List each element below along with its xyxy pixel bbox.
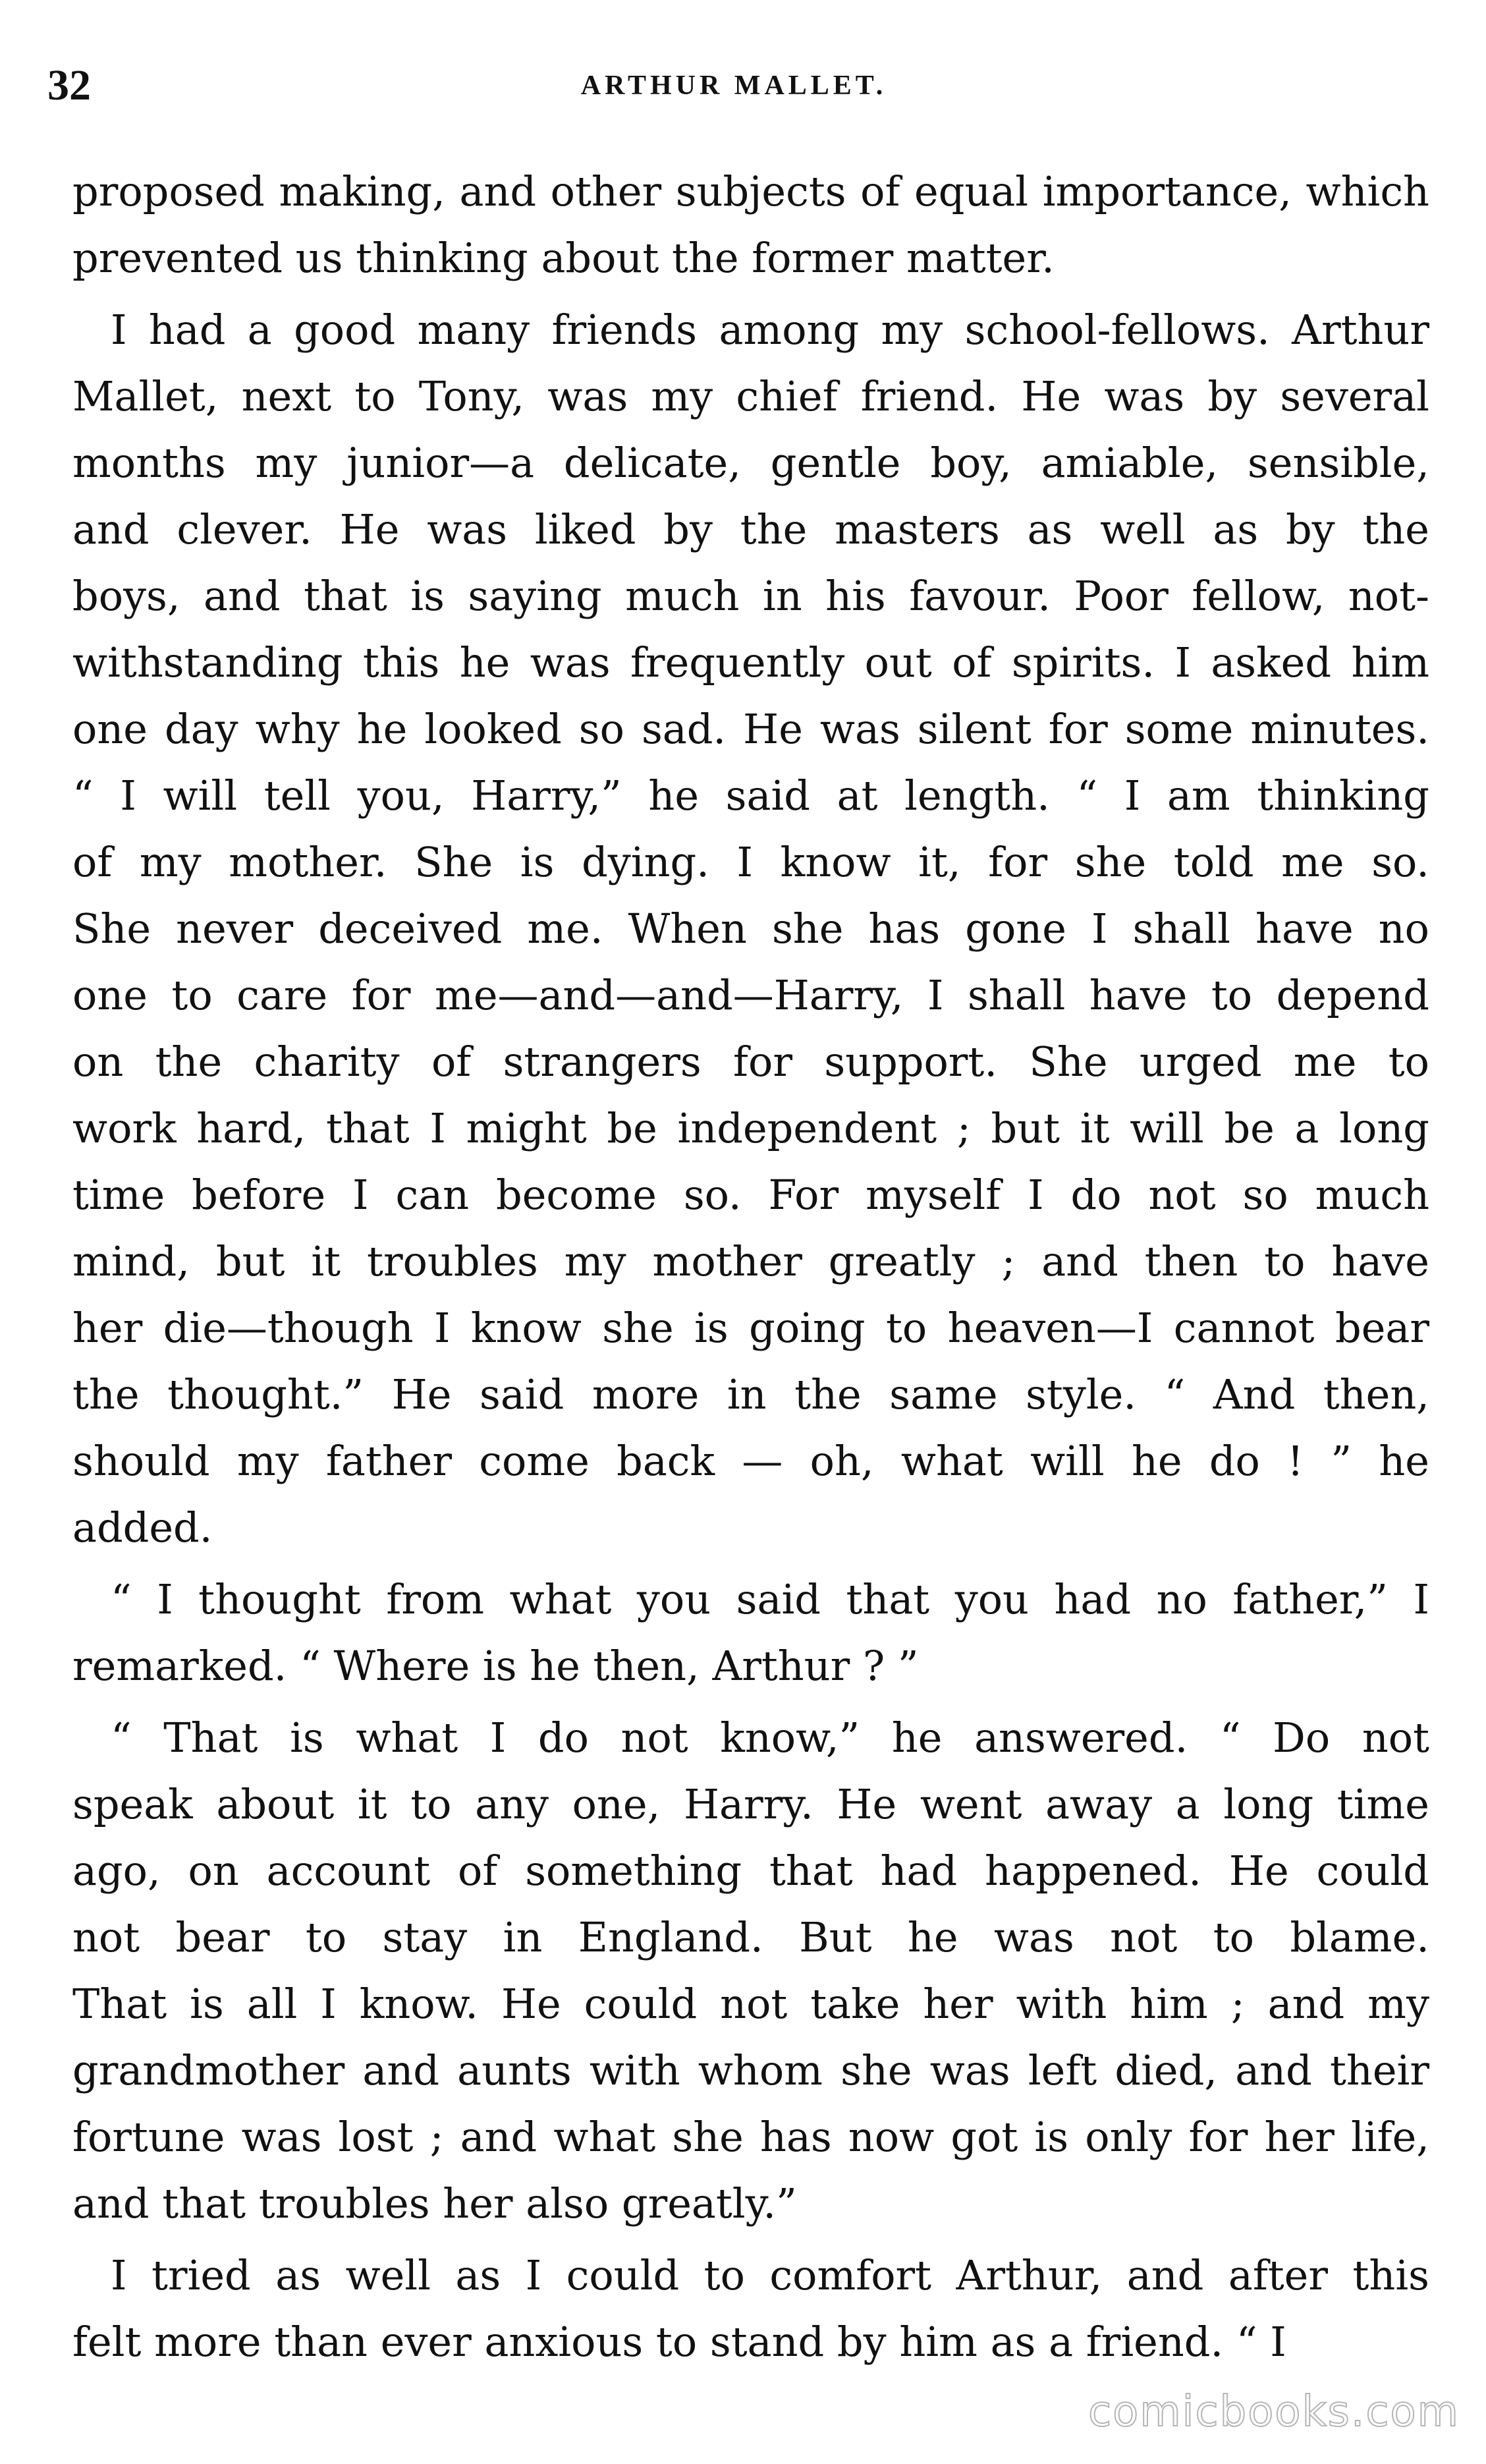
text-line: speak about it to any one, Harry. He went away a long time [72,1780,1429,1828]
text-line: mind, but it troubles my mother greatly ; and then to have [72,1237,1429,1285]
text-line: prevented us thinking about the former matter. [72,234,1055,282]
text-line: withstanding this he was frequently out of spirits. I asked him [72,638,1429,686]
text-line: “ I thought from what you said that you had no father,” I [111,1575,1429,1623]
text-line: on the charity of strangers for support. She urged me to [72,1038,1429,1086]
paragraph-gap [72,2237,1429,2242]
text-line: boys, and that is saying much in his favour. Poor fellow, not- [72,572,1429,620]
text-line: That is all I know. He could not take her with him ; and my [72,1980,1429,2028]
paragraph [72,158,1429,291]
text-line: one to care for me—and—and—Harry, I shall have to depend [72,971,1429,1019]
paragraph-gap [72,1699,1429,1704]
paragraph [72,1566,1429,1699]
text-line: felt more than ever anxious to stand by him as a friend. “ I [72,2318,1286,2366]
paragraph [72,296,1429,1561]
text-line: I tried as well as I could to comfort Arthur, and after this [111,2251,1429,2299]
text-line: the thought.” He said more in the same style. “ And then, [72,1370,1429,1418]
text-line: She never deceived me. When she has gone I shall have no [72,905,1429,953]
text-line: “ That is what I do not know,” he answered. “ Do not [111,1714,1429,1762]
text-line: Mallet, next to Tony, was my chief friend. He was by several [72,372,1429,420]
running-head [47,61,1420,120]
text-line: “ I will tell you, Harry,” he said at length. “ I am thinking [72,771,1429,820]
text-line: proposed making, and other subjects of equal importance, which [72,167,1429,215]
paragraph [72,1704,1429,2237]
text-line: her die—though I know she is going to heaven—I cannot bear [72,1304,1429,1352]
text-line: fortune was lost ; and what she has now got is only for her life, [72,2113,1429,2161]
text-line: and clever. He was liked by the masters as well as by the [72,505,1429,553]
text-line: months my junior—a delicate, gentle boy, amiable, sensible, [72,439,1429,487]
text-line: ago, on account of something that had happened. He could [72,1847,1429,1895]
text-line: time before I can become so. For myself I do not so much [72,1171,1429,1219]
text-line: one day why he looked so sad. He was silent for some minutes. [72,705,1429,753]
text-line: remarked. “ Where is he then, Arthur ? ” [72,1642,919,1690]
watermark: comicbooks.com [1087,2388,1460,2436]
paragraph-gap [72,1561,1429,1566]
text-line: of my mother. She is dying. I know it, for she told me so. [72,838,1429,886]
text-line: should my father come back — oh, what will he do ! ” he [72,1437,1429,1485]
body-text [72,158,1429,2375]
text-line: I had a good many friends among my school-fellows. Arthur [111,306,1429,354]
paragraph [72,2242,1429,2375]
page-number: 32 [47,61,91,109]
text-line: not bear to stay in England. But he was not to blame. [72,1913,1429,1961]
paragraph-gap [72,291,1429,296]
text-line: added. [72,1503,213,1552]
running-title: ARTHUR MALLET. [580,70,887,101]
text-line: grandmother and aunts with whom she was left died, and their [72,2046,1429,2094]
text-line: and that troubles her also greatly.” [72,2179,797,2227]
text-line: work hard, that I might be independent ; but it will be a long [72,1104,1429,1152]
